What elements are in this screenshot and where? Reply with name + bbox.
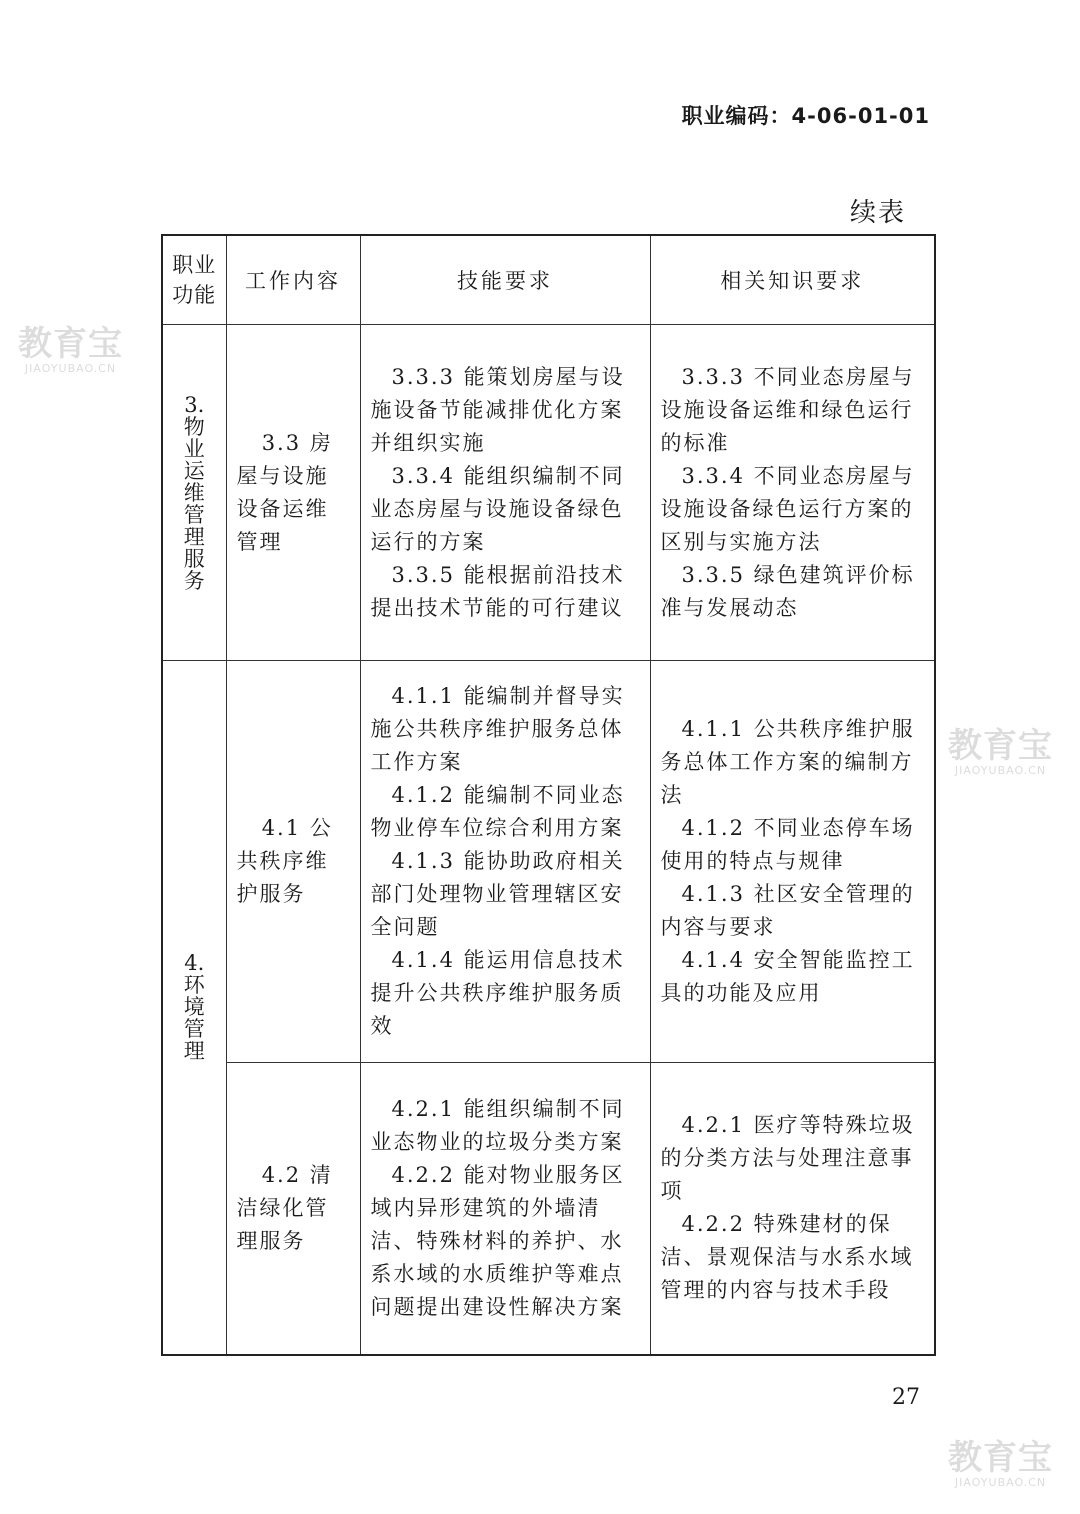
watermark-brand: 教育宝: [18, 324, 123, 364]
requirement-item: 4.1.3 能协助政府相关部门处理物业管理辖区安全问题: [370, 849, 625, 939]
requirement-item: 4.2.1 能组织编制不同业态物业的垃圾分类方案: [370, 1096, 625, 1154]
function-name-char: 管: [183, 1017, 205, 1042]
function-name-char: 维: [183, 480, 205, 505]
requirement-item: 3.3.4 不同业态房屋与设施设备绿色运行方案的区别与实施方法: [660, 463, 915, 554]
requirement-item: 3.3.5 绿色建筑评价标准与发展动态: [660, 562, 915, 620]
work-content-cell: [226, 325, 360, 661]
header-skills: 技能要求: [360, 235, 650, 325]
requirement-item: 3.3.3 能策划房屋与设施设备节能减排优化方案并组织实施: [370, 364, 625, 455]
requirement-item: 4.1.4 能运用信息技术提升公共秩序维护服务质效: [370, 948, 625, 1038]
header-function: [162, 235, 226, 325]
table-row: [162, 1063, 935, 1355]
continued-label: 续表: [849, 198, 906, 228]
function-name-char: 运: [183, 458, 205, 483]
requirement-item: 3.3.4 能组织编制不同业态房屋与设施设备绿色运行的方案: [370, 463, 625, 554]
watermark-url: JIAOYUBAO.CN: [24, 362, 117, 375]
function-name-char: 理: [183, 524, 205, 549]
requirement-item: 4.1.1 能编制并督导实施公共秩序维护服务总体工作方案: [370, 684, 625, 774]
function-name-char: 服: [183, 546, 205, 571]
function-name-char: 境: [183, 995, 205, 1020]
watermark-logo: [18, 326, 123, 375]
table-row: [162, 661, 935, 1063]
knowledge-cell: [650, 1063, 935, 1355]
function-cell: [162, 661, 226, 1355]
work-content-cell: [226, 1063, 360, 1355]
header-content: 工作内容: [226, 235, 360, 325]
watermark-brand: 教育宝: [948, 726, 1053, 766]
page-number: 27: [892, 1385, 920, 1410]
function-name-char: 理: [183, 1039, 205, 1064]
watermark-url: JIAOYUBAO.CN: [954, 764, 1047, 777]
requirement-item: 3.3.5 能根据前沿技术提出技术节能的可行建议: [370, 562, 625, 620]
requirement-item: 4.2.2 能对物业服务区域内异形建筑的外墙清洁、特殊材料的养护、水系水域的水质维护等难点问题提出建设性解决方案: [370, 1162, 625, 1319]
requirement-item: 4.1.2 能编制不同业态物业停车位综合利用方案: [370, 783, 625, 840]
skills-cell: [360, 1063, 650, 1355]
work-content-cell: [226, 661, 360, 1063]
requirement-item: 4.2.1 医疗等特殊垃圾的分类方法与处理注意事项: [660, 1113, 915, 1204]
work-content: 3.3 房屋与设施设备运维管理: [236, 430, 333, 554]
function-name-char: 管: [183, 502, 205, 527]
watermark-brand: 教育宝: [948, 1438, 1053, 1478]
requirement-item: 4.1.1 公共秩序维护服务总体工作方案的编制方法: [660, 717, 915, 807]
function-name-char: 物: [183, 414, 205, 439]
function-name: [163, 974, 226, 1062]
header-function-line: 职业: [172, 253, 217, 277]
watermark-url: JIAOYUBAO.CN: [954, 1476, 1047, 1489]
requirement-item: 4.1.2 不同业态停车场使用的特点与规律: [660, 816, 915, 873]
requirement-item: 4.1.3 社区安全管理的内容与要求: [660, 882, 915, 939]
function-number: 3.: [184, 392, 205, 417]
competency-table: [161, 234, 936, 1356]
function-cell: [162, 325, 226, 661]
table-row: [162, 325, 935, 661]
requirement-item: 3.3.3 不同业态房屋与设施设备运维和绿色运行的标准: [660, 364, 915, 455]
watermark-logo: [948, 728, 1053, 777]
requirement-item: 4.1.4 安全智能监控工具的功能及应用: [660, 948, 915, 1005]
table-header-row: [162, 235, 935, 325]
skills-cell: [360, 325, 650, 661]
function-name-char: 业: [183, 436, 205, 461]
knowledge-cell: [650, 661, 935, 1063]
knowledge-cell: [650, 325, 935, 661]
skills-cell: [360, 661, 650, 1063]
function-number: 4.: [184, 951, 205, 976]
requirement-item: 4.2.2 特殊建材的保洁、景观保洁与水系水域管理的内容与技术手段: [660, 1212, 914, 1303]
watermark-logo: [948, 1440, 1053, 1489]
header-function-line: 功能: [172, 283, 217, 307]
function-name-char: 务: [183, 568, 205, 593]
header-knowledge: 相关知识要求: [650, 235, 935, 325]
occupation-code: 职业编码：4-06-01-01: [681, 104, 930, 128]
function-name: [163, 416, 226, 592]
work-content: 4.1 公共秩序维护服务: [236, 816, 333, 906]
work-content: 4.2 清洁绿化管理服务: [236, 1162, 333, 1253]
function-name-char: 环: [183, 973, 205, 998]
